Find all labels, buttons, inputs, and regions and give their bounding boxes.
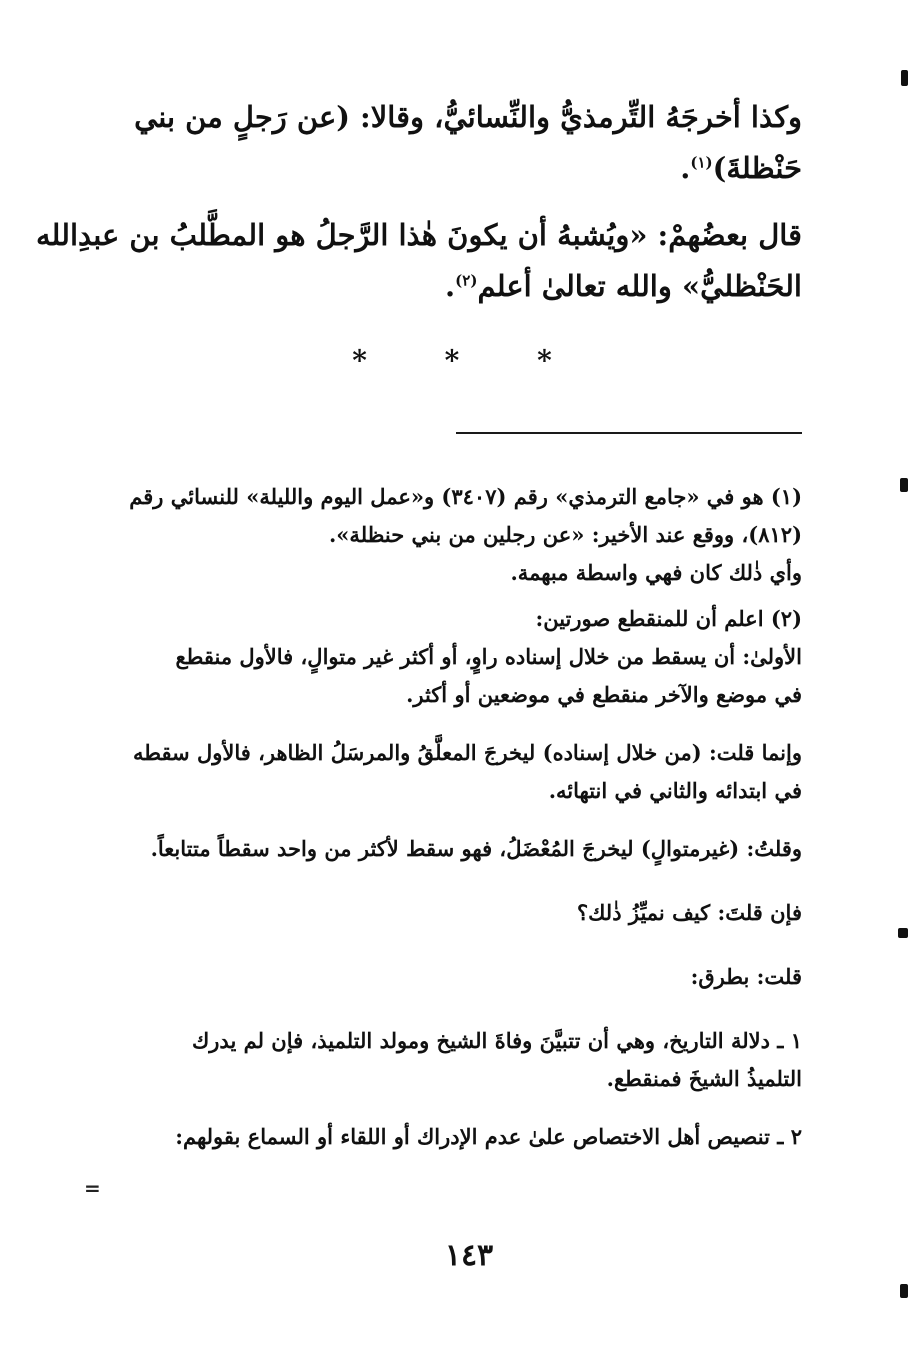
footnote-divider-rule: [456, 432, 802, 434]
continuation-mark: =: [84, 1176, 101, 1200]
footnote-1-line-2: (٨١٢)، ووقع عند الأخير: «عن رجلين من بني حنظلة».: [329, 522, 802, 547]
footnote-2-explanation-line-2: في ابتدائه والثاني في انتهائه.: [548, 778, 802, 803]
main-paragraph-1-line-2-text: حَنْظلةَ): [712, 151, 802, 185]
main-paragraph-2-line-2-text: الحَنْظليُّ» والله تعالىٰ أعلم: [477, 269, 802, 303]
scan-edge-mark: [901, 70, 908, 86]
footnote-ref-1: (١): [690, 153, 713, 172]
footnote-1-line-1: (١) هو في «جامع الترمذي» رقم (٣٤٠٧) و«عمل اليوم والليلة» للنسائي رقم: [129, 484, 802, 509]
scan-edge-mark: [900, 1284, 908, 1298]
scan-edge-mark: [898, 928, 908, 938]
footnotes-block: [102, 478, 802, 1156]
footnote-ref-2: (٢): [455, 271, 478, 290]
main-paragraph-2-line-1: قال بعضُهمْ: «ويُشبهُ أن يكونَ هٰذا الرَّجلُ هو المطَّلبُ بن عبدِالله: [35, 218, 802, 252]
main-paragraph-1-end: .: [680, 151, 691, 185]
footnote-2-explanation-line-1: وإنما قلت: (من خلال إسناده) ليخرجَ المعلَّقُ والمرسَلُ الظاهر، فالأول سقطه: [132, 740, 802, 765]
main-paragraph-2: [35, 210, 802, 312]
scan-edge-mark: [900, 478, 908, 492]
footnote-2-first-form-line-1: الأولىٰ: أن يسقط من خلال إسناده راوٍ، أو أكثر غير متوالٍ، فالأول منقطع: [175, 644, 802, 669]
main-paragraph-2-line-2: [112, 261, 802, 312]
section-separator-stars: * * *: [352, 344, 586, 377]
footnote-2-line-1: (٢) اعلم أن للمنقطع صورتين:: [535, 606, 802, 631]
footnote-2-method-2-line-1: ٢ ـ تنصيص أهل الاختصاص علىٰ عدم الإدراك أو اللقاء أو السماع بقولهم:: [175, 1124, 802, 1149]
footnote-1-line-3: وأي ذٰلك كان فهي واسطة مبهمة.: [510, 560, 802, 585]
footnote-2-first-form-line-2: في موضع والآخر منقطع في موضعين أو أكثر.: [406, 682, 802, 707]
footnote-2-muadal-line: وقلتُ: (غيرمتوالٍ) ليخرجَ المُعْضَلُ، فهو سقط لأكثر من واحد سقطاً متتابعاً.: [150, 836, 802, 861]
page-number: ١٤٣: [444, 1238, 494, 1273]
main-paragraph-1-line-1: وكذا أخرجَهُ التِّرمذيُّ والنِّسائيُّ، وقالا: (عن رَجلٍ من بني: [134, 100, 802, 134]
footnote-2-method-1-line-1: ١ ـ دلالة التاريخ، وهي أن تتبيَّنَ وفاةَ الشيخ ومولد التلميذ، فإن لم يدرك: [191, 1028, 802, 1053]
footnote-2-question-line: فإن قلتَ: كيف نميِّزُ ذٰلك؟: [576, 900, 802, 925]
footnote-2-method-1-line-2: التلميذُ الشيخَ فمنقطع.: [606, 1066, 802, 1091]
footnote-2-answer-line: قلت: بطرق:: [690, 964, 802, 989]
main-paragraph-1-line-2: [112, 143, 802, 194]
main-paragraph-1: [112, 92, 802, 194]
main-paragraph-2-end: .: [445, 269, 456, 303]
